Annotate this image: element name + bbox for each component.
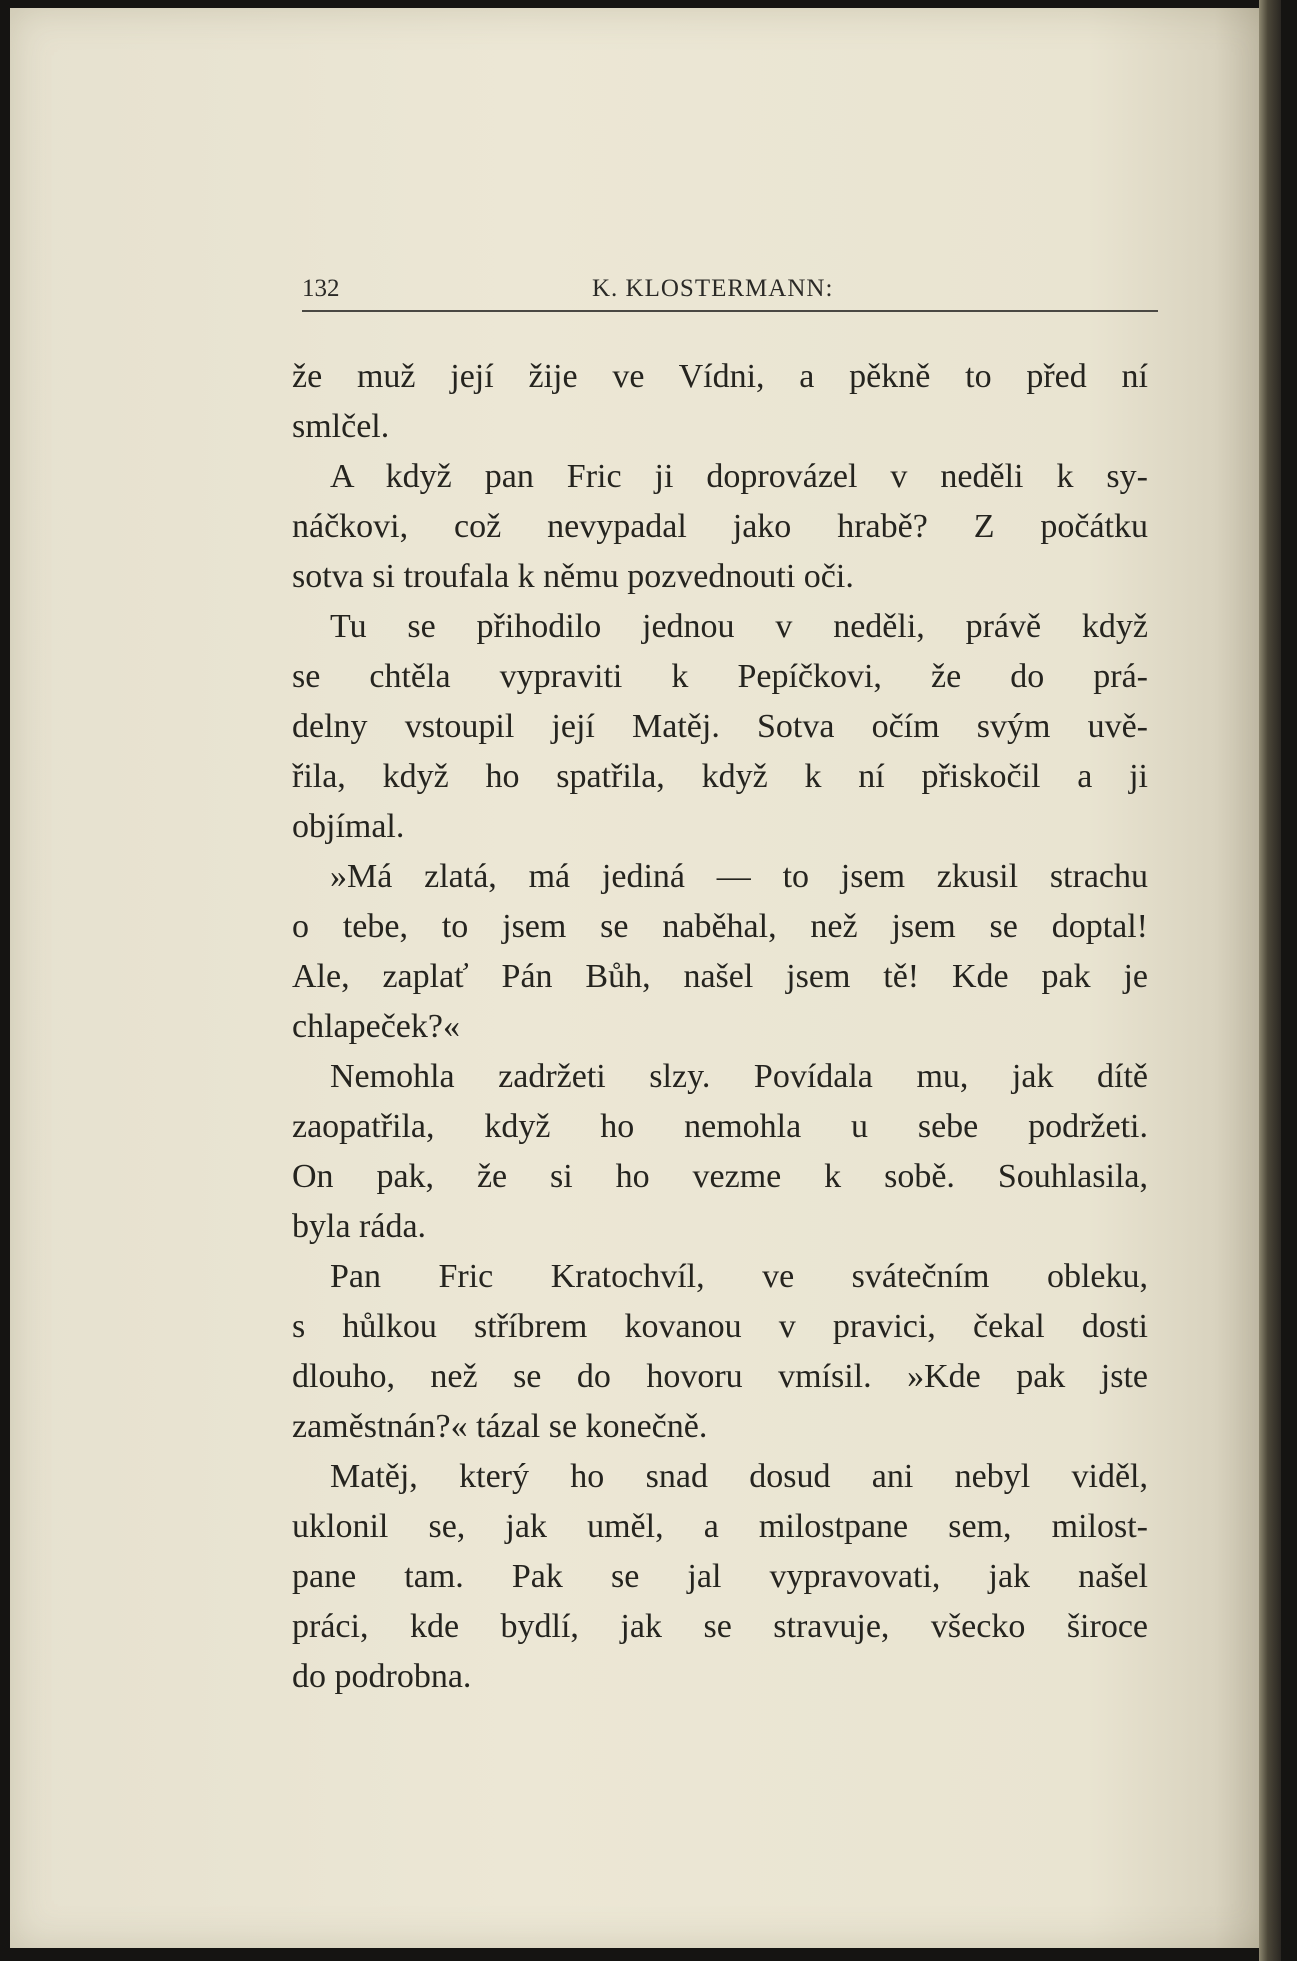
text-line: práci, kde bydlí, jak se stravuje, všecko široce (292, 1608, 1148, 1645)
text-line: Ale, zaplať Pán Bůh, našel jsem tě! Kde pak je (292, 958, 1148, 995)
page-header (302, 270, 1158, 310)
text-line: Tu se přihodilo jednou v neděli, právě když (330, 608, 1148, 645)
text-line: se chtěla vypraviti k Pepíčkovi, že do prá- (292, 658, 1148, 695)
text-line: chlapeček?« (292, 1008, 460, 1045)
text-line: do podrobna. (292, 1658, 472, 1695)
text-line: náčkovi, což nevypadal jako hrabě? Z počátku (292, 508, 1148, 545)
text-line: smlčel. (292, 408, 390, 445)
text-line: Nemohla zadržeti slzy. Povídala mu, jak dítě (330, 1058, 1148, 1095)
header-rule (302, 310, 1158, 312)
text-line: sotva si troufala k němu pozvednouti oči. (292, 558, 854, 595)
body-text (292, 352, 1148, 1702)
page-number: 132 (302, 275, 340, 302)
text-line: o tebe, to jsem se naběhal, než jsem se doptal! (292, 908, 1148, 945)
text-line: že muž její žije ve Vídni, a pěkně to před ní (292, 358, 1148, 395)
text-line: dlouho, než se do hovoru vmísil. »Kde pak jste (292, 1358, 1148, 1395)
text-line: On pak, že si ho vezme k sobě. Souhlasila, (292, 1158, 1148, 1195)
text-line: pane tam. Pak se jal vypravovati, jak našel (292, 1558, 1148, 1595)
text-line: zaopatřila, když ho nemohla u sebe podržeti. (292, 1108, 1148, 1145)
text-line: zaměstnán?« tázal se konečně. (292, 1408, 708, 1445)
text-line: řila, když ho spatřila, když k ní přiskočil a ji (292, 758, 1148, 795)
text-line: delny vstoupil její Matěj. Sotva očím svým uvě- (292, 708, 1148, 745)
text-line: A když pan Fric ji doprovázel v neděli k sy- (330, 458, 1148, 495)
text-line: Matěj, který ho snad dosud ani nebyl viděl, (330, 1458, 1148, 1495)
book-spine (1259, 0, 1281, 1961)
running-head: K. KLOSTERMANN: (592, 275, 834, 302)
text-line: s hůlkou stříbrem kovanou v pravici, čekal dosti (292, 1308, 1148, 1345)
text-line: byla ráda. (292, 1208, 427, 1245)
text-line: uklonil se, jak uměl, a milostpane sem, milost- (292, 1508, 1148, 1545)
text-line: »Má zlatá, má jediná — to jsem zkusil strachu (330, 858, 1148, 895)
text-line: Pan Fric Kratochvíl, ve svátečním obleku, (330, 1258, 1148, 1295)
text-line: objímal. (292, 808, 405, 845)
